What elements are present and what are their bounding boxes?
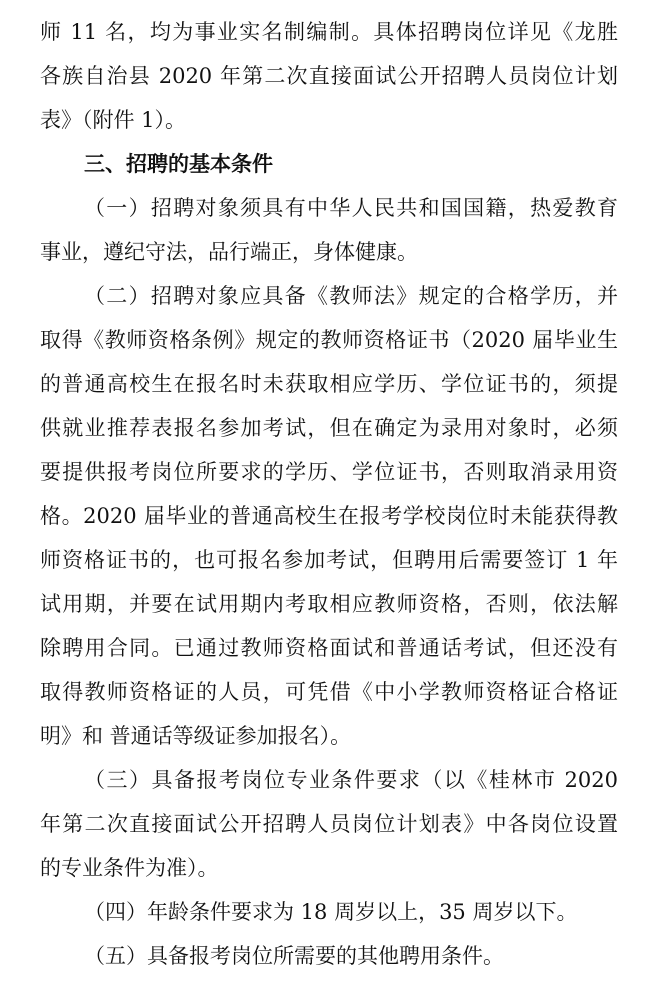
- document-page: [40, 10, 618, 978]
- paragraph-2-line: 供就业推荐表报名参加考试，但在确定为录用对象时，必须: [40, 416, 618, 440]
- paragraph-5-line: （五）具备报考岗位所需要的其他聘用条件。: [84, 944, 504, 968]
- paragraph-2-line: 要提供报考岗位所要求的学历、学位证书，否则取消录用资: [40, 460, 618, 484]
- section-heading: 三、招聘的基本条件: [84, 152, 273, 176]
- paragraph-1-line: （一）招聘对象须具有中华人民共和国国籍，热爱教育: [84, 196, 618, 220]
- paragraph-2-line: 格。2020 届毕业的普通高校生在报考学校岗位时未能获得教: [40, 504, 618, 528]
- paragraph-2-line: 试用期，并要在试用期内考取相应教师资格，否则，依法解: [40, 592, 618, 616]
- paragraph-3-line: 年第二次直接面试公开招聘人员岗位计划表》中各岗位设置: [40, 812, 618, 836]
- paragraph-2-line: 取得教师资格证的人员，可凭借《中小学教师资格证合格证: [40, 680, 618, 704]
- paragraph-3-line: （三）具备报考岗位专业条件要求（以《桂林市 2020: [84, 768, 618, 792]
- text-line: 师 11 名，均为事业实名制编制。具体招聘岗位详见《龙胜: [40, 20, 618, 44]
- text-line: 各族自治县 2020 年第二次直接面试公开招聘人员岗位计划: [40, 64, 618, 88]
- paragraph-1-line: 事业，遵纪守法，品行端正，身体健康。: [40, 240, 418, 264]
- paragraph-2-line: （二）招聘对象应具备《教师法》规定的合格学历，并: [84, 284, 618, 308]
- paragraph-2-line: 的普通高校生在报名时未获取相应学历、学位证书的，须提: [40, 372, 618, 396]
- paragraph-2-line: 明》和 普通话等级证参加报名）。: [40, 724, 352, 748]
- paragraph-4-line: （四）年龄条件要求为 18 周岁以上，35 周岁以下。: [84, 900, 578, 924]
- paragraph-3-line: 的专业条件为准）。: [40, 856, 219, 880]
- paragraph-2-line: 师资格证书的，也可报名参加考试，但聘用后需要签订 1 年: [40, 548, 618, 572]
- paragraph-2-line: 取得《教师资格条例》规定的教师资格证书（2020 届毕业生: [40, 328, 618, 352]
- text-line: 表》（附件 1）。: [40, 108, 187, 132]
- paragraph-2-line: 除聘用合同。已通过教师资格面试和普通话考试，但还没有: [40, 636, 618, 660]
